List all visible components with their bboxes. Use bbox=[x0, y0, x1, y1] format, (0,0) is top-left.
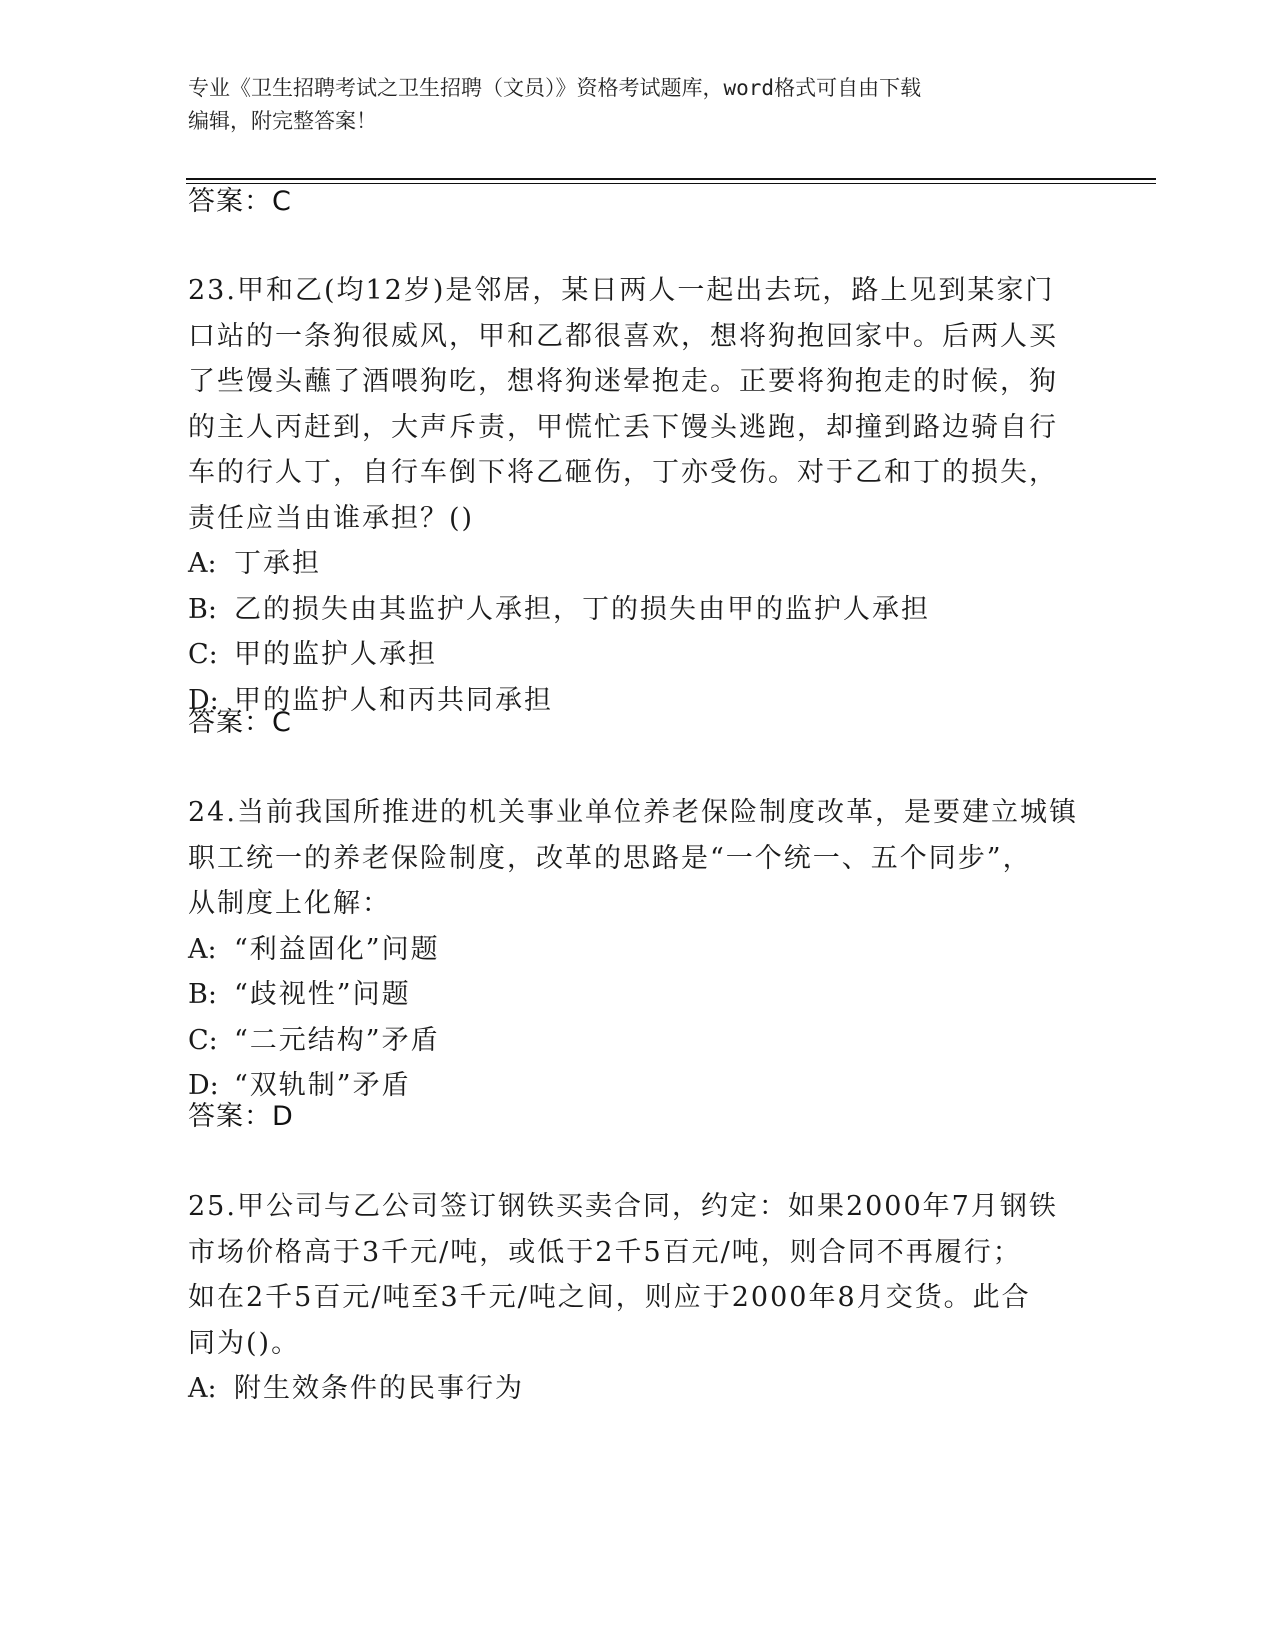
option-letter: D: bbox=[188, 684, 219, 716]
option-text: “利益固化”问题 bbox=[234, 933, 440, 965]
answer-line: 答案：C bbox=[188, 707, 292, 738]
option-letter: D: bbox=[188, 1070, 219, 1101]
document-header bbox=[188, 72, 1088, 138]
stem-line: 25.甲公司与乙公司签订钢铁买卖合同，约定：如果2000年7月钢铁 bbox=[188, 1191, 1058, 1222]
option-a bbox=[188, 927, 1088, 973]
stem-line: 了些馒头蘸了酒喂狗吃，想将狗迷晕抱走。正要将狗抱走的时候，狗 bbox=[188, 366, 1058, 397]
answer-line: 答案：C bbox=[188, 186, 292, 217]
header-rule-thin bbox=[186, 183, 1156, 184]
option-d bbox=[188, 678, 1088, 724]
option-text: “二元结构”矛盾 bbox=[234, 1024, 440, 1056]
option-letter: A: bbox=[188, 548, 217, 579]
stem-line: 23.甲和乙(均12岁)是邻居，某日两人一起出去玩，路上见到某家门 bbox=[188, 275, 1055, 306]
answer-line: 答案：D bbox=[188, 1101, 294, 1132]
stem-line: 责任应当由谁承担？() bbox=[188, 502, 475, 534]
question-24 bbox=[188, 790, 1088, 1109]
stem-line: 的主人丙赶到，大声斥责，甲慌忙丢下馒头逃跑，却撞到路边骑自行 bbox=[188, 411, 1058, 443]
stem-line: 车的行人丁，自行车倒下将乙砸伤，丁亦受伤。对于乙和丁的损失， bbox=[188, 457, 1058, 488]
option-c bbox=[188, 1018, 1088, 1064]
question-stem bbox=[188, 790, 1088, 927]
option-text: “双轨制”矛盾 bbox=[234, 1070, 411, 1101]
stem-line: 职工统一的养老保险制度，改革的思路是“一个统一、五个同步”， bbox=[188, 842, 1032, 874]
stem-line: 口站的一条狗很威风，甲和乙都很喜欢，想将狗抱回家中。后两人买 bbox=[188, 320, 1058, 352]
option-b bbox=[188, 587, 1088, 633]
option-b bbox=[188, 972, 1088, 1018]
option-d bbox=[188, 1063, 1088, 1109]
option-letter: C: bbox=[188, 639, 218, 670]
stem-line: 24.当前我国所推进的机关事业单位养老保险制度改革，是要建立城镇 bbox=[188, 797, 1078, 828]
option-text: 附生效条件的民事行为 bbox=[234, 1373, 524, 1404]
question-stem bbox=[188, 268, 1088, 541]
option-text: 甲的监护人和丙共同承担 bbox=[234, 684, 553, 716]
option-letter: A: bbox=[188, 1373, 217, 1404]
option-letter: B: bbox=[188, 979, 217, 1010]
option-text: 丁承担 bbox=[234, 548, 321, 579]
header-line-2: 编辑，附完整答案！ bbox=[188, 109, 377, 133]
option-letter: C: bbox=[188, 1024, 218, 1056]
option-c bbox=[188, 632, 1088, 678]
header-rule-thick bbox=[186, 178, 1156, 180]
option-text: “歧视性”问题 bbox=[234, 979, 411, 1010]
question-stem bbox=[188, 1184, 1088, 1366]
question-23 bbox=[188, 268, 1088, 723]
stem-line: 如在2千5百元/吨至3千元/吨之间，则应于2000年8月交货。此合 bbox=[188, 1282, 1031, 1313]
stem-line: 同为()。 bbox=[188, 1327, 301, 1359]
stem-line: 从制度上化解： bbox=[188, 888, 391, 919]
option-a bbox=[188, 541, 1088, 587]
question-25 bbox=[188, 1184, 1088, 1412]
stem-line: 市场价格高于3千元/吨，或低于2千5百元/吨，则合同不再履行； bbox=[188, 1236, 1022, 1268]
option-letter: A: bbox=[188, 933, 217, 965]
option-a bbox=[188, 1366, 1088, 1412]
header-line-1: 专业《卫生招聘考试之卫生招聘（文员）》资格考试题库，word格式可自由下载 bbox=[188, 76, 922, 100]
option-text: 甲的监护人承担 bbox=[234, 639, 437, 670]
option-text: 乙的损失由其监护人承担，丁的损失由甲的监护人承担 bbox=[234, 593, 930, 625]
option-letter: B: bbox=[188, 593, 217, 625]
